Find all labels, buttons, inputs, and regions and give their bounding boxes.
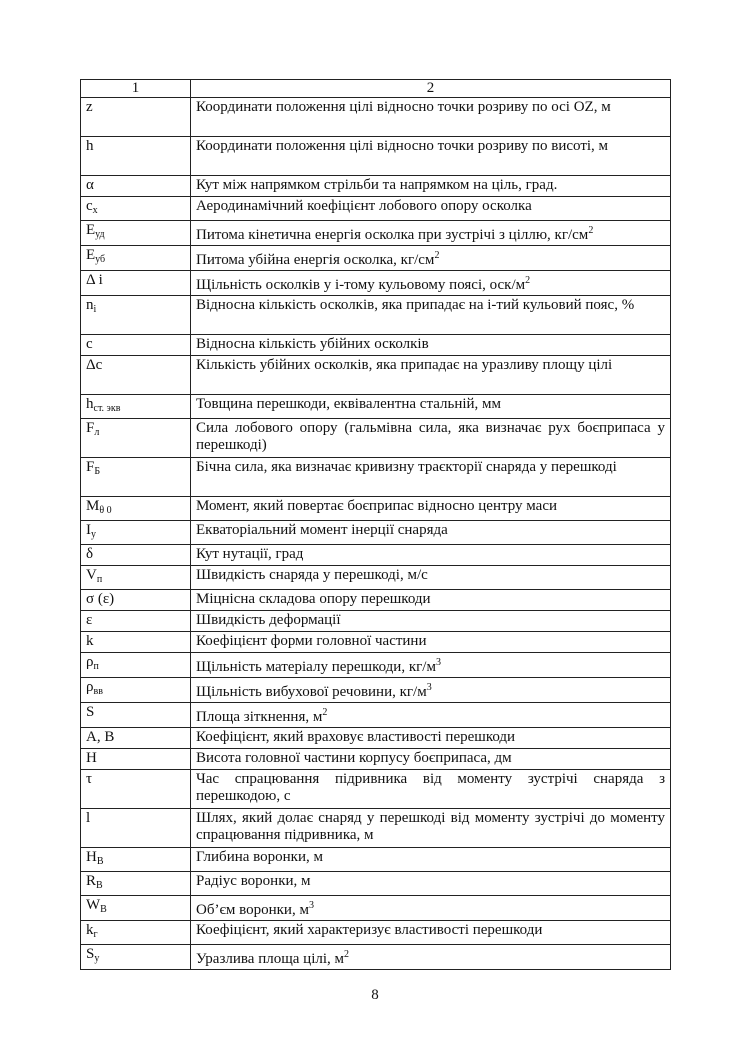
description-cell [191,749,671,770]
symbol-text: h [86,396,94,412]
table-row [81,419,671,458]
symbol-subscript: В [96,880,103,891]
description-cell [191,271,671,296]
table-row [81,221,671,246]
table-row [81,896,671,921]
table-row [81,945,671,970]
table-row [81,296,671,335]
description-text: Уразлива площа цілі, м [196,951,345,967]
symbol-cell [81,545,191,566]
symbol-subscript: y [91,529,96,540]
table-row [81,98,671,137]
unit-superscript: 2 [588,225,594,236]
symbol-cell [81,749,191,770]
symbol-subscript: п [96,574,103,585]
symbol-text: I [86,522,91,538]
symbol-cell [81,945,191,970]
description-text: Питома убійна енергія осколка, кг/см [196,252,435,268]
description-text: Шлях, який долає снаряд у перешкоді від моменту зустрічі до моменту спрацювання підривника, м [196,810,665,843]
symbol-subscript: л [94,427,100,438]
symbol-text: ρ [86,654,94,670]
symbol-cell [81,653,191,678]
page-number: 8 [371,987,379,1003]
table-row [81,521,671,545]
description-text: Коефіцієнт форми головної частини [196,633,427,649]
description-text: Питома кінетична енергія осколка при зустрічі з ціллю, кг/см [196,227,589,243]
symbol-text: E [86,222,96,238]
unit-superscript: 2 [434,250,440,261]
symbol-subscript: i [93,304,97,315]
symbol-subscript: уб [95,254,106,265]
symbol-cell [81,848,191,872]
description-cell [191,896,671,921]
description-cell [191,137,671,176]
table-row [81,271,671,296]
symbol-subscript: θ 0 [99,505,112,516]
table-row [81,653,671,678]
symbol-text: τ [86,771,93,787]
table-row [81,632,671,653]
symbol-cell [81,197,191,221]
symbol-cell [81,271,191,296]
symbol-cell [81,497,191,521]
symbol-text: c [86,336,93,352]
description-cell [191,728,671,749]
symbol-cell [81,419,191,458]
unit-superscript: 2 [525,275,531,286]
description-cell [191,590,671,611]
description-cell [191,921,671,945]
description-text: Момент, який повертає боєприпас відносно центру маси [196,498,558,514]
symbol-text: F [86,420,95,436]
table-row [81,770,671,809]
symbol-text: S [86,946,95,962]
description-text: Сила лобового опору (гальмівна сила, яка визначає рух боєприпаса у перешкоді) [196,420,665,453]
description-text: Коефіцієнт, який враховує властивості перешкоди [196,729,516,745]
symbol-cell [81,703,191,728]
table-row [81,728,671,749]
description-text: Координати положення цілі відносно точки розриву по осі OZ, м [196,99,611,115]
symbol-cell [81,611,191,632]
symbol-text: n [86,297,94,313]
symbol-text: F [86,459,95,475]
symbol-cell [81,395,191,419]
symbol-subscript: ст. экв [93,403,121,414]
symbol-text: W [86,897,101,913]
description-cell [191,296,671,335]
table-row [81,590,671,611]
symbol-text: Δ i [86,272,103,288]
table-row [81,356,671,395]
symbol-text: z [86,99,93,115]
unit-superscript: 3 [435,657,441,668]
symbol-text: k [86,922,94,938]
description-cell [191,872,671,896]
table-row [81,921,671,945]
table-row [81,335,671,356]
symbol-subscript: г [93,929,98,940]
table-row [81,458,671,497]
description-cell [191,848,671,872]
description-cell [191,703,671,728]
symbol-cell [81,590,191,611]
description-text: Міцнісна складова опору перешкоди [196,591,431,607]
symbol-text: l [86,810,91,826]
table-row [81,566,671,590]
description-cell [191,221,671,246]
table-row [81,395,671,419]
symbol-subscript: вв [93,686,103,697]
description-text: Коефіцієнт, який характеризує властивості перешкоди [196,922,543,938]
symbol-text: A, B [86,729,115,745]
description-cell [191,458,671,497]
description-text: Площа зіткнення, м [196,709,323,725]
description-text: Координати положення цілі відносно точки розриву по висоті, м [196,138,609,154]
table-row [81,678,671,703]
description-text: Бічна сила, яка визначає кривизну траєкторії снаряда у перешкоді [196,459,617,475]
symbol-subscript: п [93,661,99,672]
table-row [81,809,671,848]
symbol-cell [81,896,191,921]
symbol-cell [81,176,191,197]
symbol-text: ε [86,612,93,628]
description-text: Щільність осколків у і-тому кульовому поясі, оск/м [196,277,526,293]
symbol-text: S [86,704,95,720]
symbol-text: δ [86,546,94,562]
table-row [81,611,671,632]
symbol-subscript: y [94,953,100,964]
description-cell [191,395,671,419]
table-row [81,545,671,566]
description-cell [191,632,671,653]
symbol-text: V [86,567,97,583]
unit-superscript: 2 [344,949,350,960]
symbol-cell [81,678,191,703]
table-row [81,749,671,770]
description-cell [191,566,671,590]
symbol-cell [81,246,191,271]
symbol-text: H [86,849,97,865]
description-cell [191,545,671,566]
description-cell [191,497,671,521]
description-cell [191,809,671,848]
description-text: Кількість убійних осколків, яка припадає на уразливу площу цілі [196,357,613,373]
symbol-cell [81,98,191,137]
symbols-table [80,79,671,970]
description-cell [191,98,671,137]
symbol-cell [81,335,191,356]
table-row [81,137,671,176]
description-text: Аеродинамічний коефіцієнт лобового опору осколка [196,198,532,214]
description-cell [191,945,671,970]
symbol-cell [81,296,191,335]
symbol-text: Δc [86,357,103,373]
description-text: Час спрацювання підривника від моменту зустрічі снаряда з перешкодою, с [196,771,665,804]
description-text: Екваторіальний момент інерції снаряда [196,522,448,538]
symbol-text: R [86,873,97,889]
description-cell [191,678,671,703]
description-cell [191,176,671,197]
description-cell [191,335,671,356]
symbol-cell [81,632,191,653]
symbol-text: h [86,138,94,154]
symbol-subscript: В [100,904,107,915]
symbol-text: c [86,198,93,214]
table-row [81,197,671,221]
symbol-subscript: Б [94,466,101,477]
description-cell [191,197,671,221]
description-cell [191,246,671,271]
table-row [81,497,671,521]
description-cell [191,653,671,678]
description-text: Товщина перешкоди, еквівалентна стальній, мм [196,396,502,412]
table-header-row [81,80,671,98]
description-text: Щільність матеріалу перешкоди, кг/м [196,659,436,675]
symbol-text: k [86,633,94,649]
table-row [81,872,671,896]
symbol-subscript: x [92,205,98,216]
table-row [81,703,671,728]
unit-superscript: 3 [308,900,314,911]
symbol-cell [81,356,191,395]
table-body [81,98,671,970]
symbol-text: E [86,247,96,263]
unit-superscript: 3 [426,682,432,693]
symbol-subscript: уд [95,229,105,240]
symbol-cell [81,872,191,896]
symbol-cell [81,458,191,497]
description-cell [191,419,671,458]
symbol-cell [81,921,191,945]
table-row [81,848,671,872]
symbol-cell [81,728,191,749]
description-text: Висота головної частини корпусу боєприпаса, дм [196,750,512,766]
description-cell [191,356,671,395]
description-text: Відносна кількість убійних осколків [196,336,429,352]
symbol-cell [81,221,191,246]
description-text: Швидкість снаряда у перешкоді, м/с [196,567,428,583]
symbol-text: M [86,498,100,514]
description-text: Радіус воронки, м [196,873,311,889]
table-row [81,176,671,197]
symbol-text: ρ [86,679,94,695]
description-text: Глибина воронки, м [196,849,323,865]
description-text: Швидкість деформації [196,612,341,628]
unit-superscript: 2 [322,707,328,718]
column-header-description: 2 [191,80,671,98]
description-cell [191,521,671,545]
table-row [81,246,671,271]
symbol-text: H [86,750,97,766]
symbol-cell [81,566,191,590]
symbol-cell [81,770,191,809]
symbol-cell [81,809,191,848]
symbol-text: σ (ε) [86,591,115,607]
description-text: Відносна кількість осколків, яка припадає на і-тий кульовий пояс, % [196,297,635,313]
symbol-subscript: В [96,856,104,867]
symbol-cell [81,137,191,176]
description-cell [191,770,671,809]
column-header-symbol: 1 [81,80,191,98]
symbol-cell [81,521,191,545]
symbol-text: α [86,177,94,193]
description-text: Об’єм воронки, м [196,902,309,918]
description-cell [191,611,671,632]
description-text: Кут нутації, град [196,546,304,562]
description-text: Щільність вибухової речовини, кг/м [196,684,427,700]
description-text: Кут між напрямком стрільби та напрямком на ціль, град. [196,177,558,193]
